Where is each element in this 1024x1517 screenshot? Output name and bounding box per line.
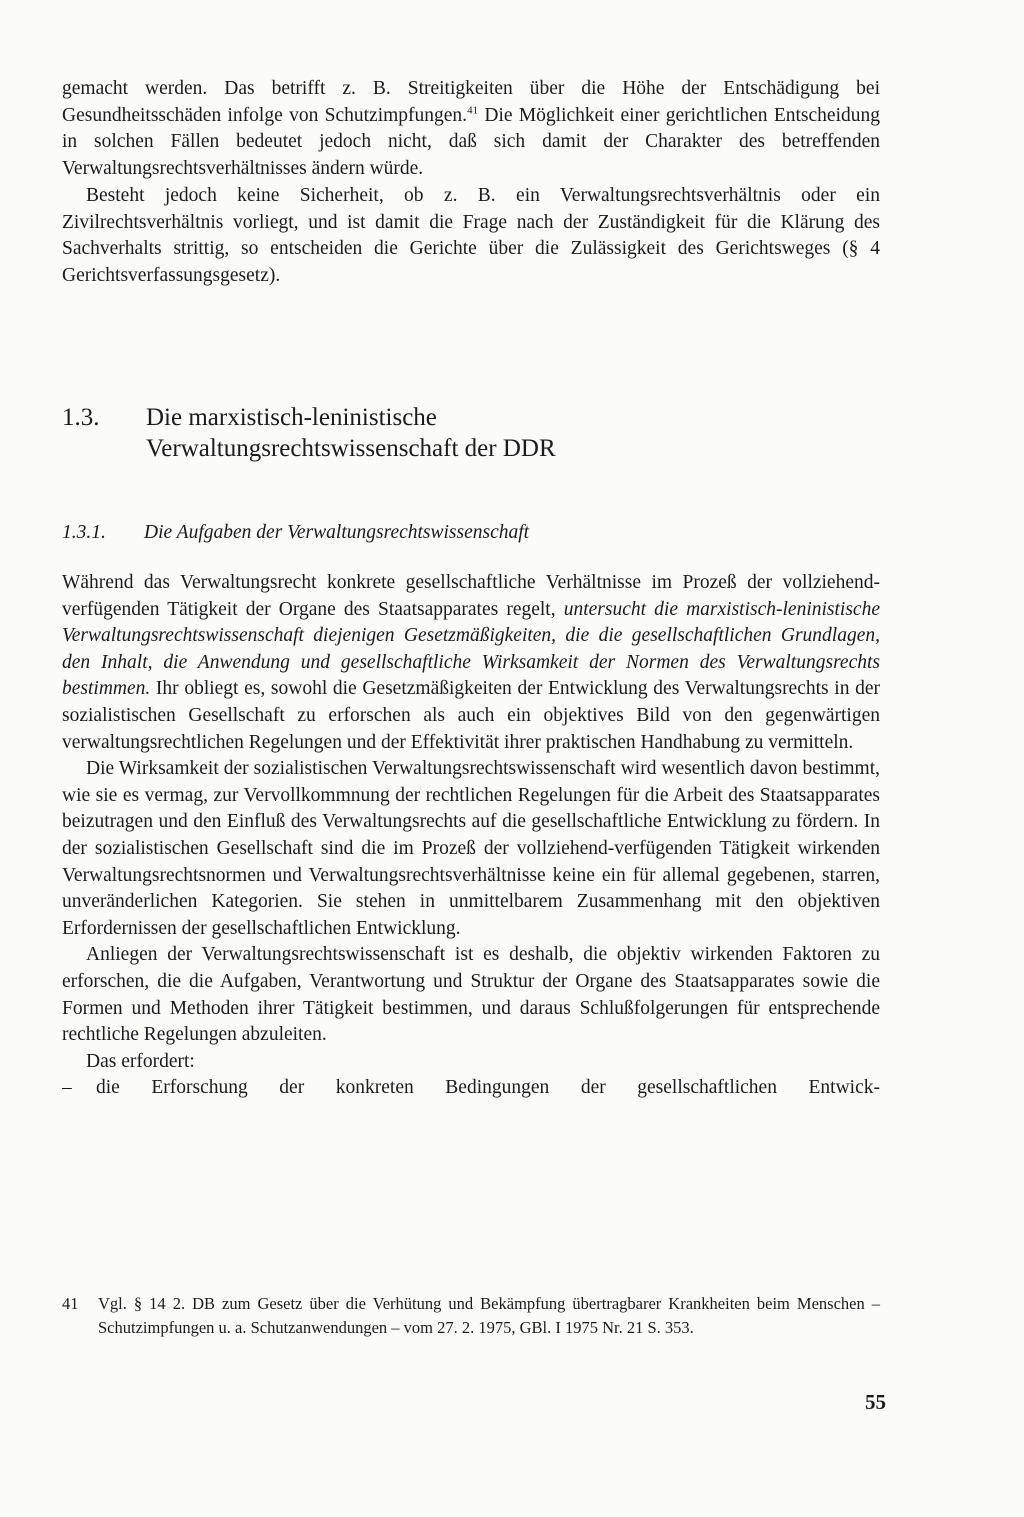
body-paragraph-1 (62, 570, 880, 756)
section-title-line-2: Verwaltungsrechtswissenschaft der DDR (146, 435, 556, 462)
list-item (62, 1075, 880, 1102)
intro-paragraph-rest: Die Möglichkeit einer gerichtlichen Entscheidung in solchen Fällen bedeutet jedoch nicht, daß sich damit der Charakter des betreffenden Verwaltungsrechtsverhältnisses ändern würde. (62, 104, 880, 179)
body-paragraph-2: Die Wirksamkeit der sozialistischen Verwaltungsrechtswissenschaft wird wesentlich davon bestimmt, wie sie es vermag, zur Vervollkommnung der rechtlichen Regelungen für die Arbeit des Staatsapparates beizutragen und den Einfluß des Verwaltungsrechts auf die gesellschaftliche Entwicklung zu fördern. In der sozialistischen Gesellschaft sind die im Prozeß der vollziehend-verfügenden Tätigkeit wirkenden Verwaltungsrechtsnormen und Verwaltungsrechtsverhältnisse keine ein für allemal gegebenen, starren, unveränderlichen Kategorien. Sie stehen in unmittelbarem Zusammenhang mit den objektiven Erfordernissen der gesellschaftlichen Entwicklung. (62, 758, 880, 939)
intro-paragraph-text: gemacht werden. Das betrifft z. B. Streitigkeiten über die Höhe der Entschädigung bei Gesundheitsschäden infolge von Schutzimpfungen. (62, 78, 880, 126)
footnote (62, 1292, 880, 1340)
intro-paragraph (62, 76, 880, 182)
list-item-text: die Erforschung der konkreten Bedingungen der gesellschaftlichen Entwick- (96, 1077, 880, 1099)
body-paragraph-1-end: Ihr obliegt es, sowohl die Gesetzmäßigkeiten der Entwicklung des Verwaltungsrechts in der sozialistischen Gesellschaft zu erforschen als auch ein objektives Bild von den gegenwärtigen verwaltungsrechtlichen Regelungen und der Effektivität ihrer praktischen Handhabung zu vermitteln. (62, 678, 880, 753)
paragraph-besteht: Besteht jedoch keine Sicherheit, ob z. B. ein Verwaltungsrechtsverhältnis oder ein Zivilrechtsverhältnis vorliegt, und ist damit die Frage nach der Zuständigkeit für die Klärung des Sachverhalts strittig, so entscheiden die Gerichte über die Zulässigkeit des Gerichtsweges (§ 4 Gerichtsverfassungsgesetz). (62, 185, 880, 286)
subsection-title: Die Aufgaben der Verwaltungsrechtswissenschaft (144, 522, 530, 543)
footnote-text: Vgl. § 14 2. DB zum Gesetz über die Verhütung und Bekämpfung übertragbarer Krankheiten beim Menschen – Schutzimpfungen u. a. Schutzanwendungen – vom 27. 2. 1975, GBl. I 1975 Nr. 21 S. 353. (98, 1294, 880, 1337)
body-text (62, 570, 880, 1102)
page-number: 55 (865, 1390, 886, 1414)
section-number: 1.3. (62, 404, 100, 431)
footnote-number: 41 (62, 1294, 79, 1313)
section-title (146, 402, 846, 464)
section-title-line-1: Die marxistisch-leninistische (146, 404, 437, 431)
body-paragraph-1-start: Während das Verwaltungsrecht konkrete gesellschaftliche Verhältnisse im Prozeß der vollziehend-verfügenden Tätigkeit der Organe des Staatsapparates regelt, (62, 572, 880, 620)
body-paragraph-4: Das erfordert: (86, 1050, 195, 1072)
footnote-reference[interactable]: 41 (467, 104, 479, 117)
body-paragraph-3: Anliegen der Verwaltungsrechtswissenschaft ist es deshalb, die objektiv wirkenden Faktoren zu erforschen, die die Aufgaben, Verantwortung und Struktur der Organe des Staatsapparates sowie die Formen und Methoden ihrer Tätigkeit bestimmen, und daraus Schlußfolgerungen für entsprechende rechtliche Regelungen abzuleiten. (62, 944, 880, 1046)
list-dash: – (62, 1077, 72, 1099)
body-paragraph-1-italic: untersucht die marxistisch-leninistische Verwaltungsrechtswissenschaft diejenigen Gesetzmäßigkeiten, die die gesellschaftlichen Grundlagen, den Inhalt, die Anwendung und gesellschaftliche Wirksamkeit der Normen des Verwaltungsrechts bestimmen. (62, 598, 880, 700)
subsection-number: 1.3.1. (62, 522, 106, 543)
